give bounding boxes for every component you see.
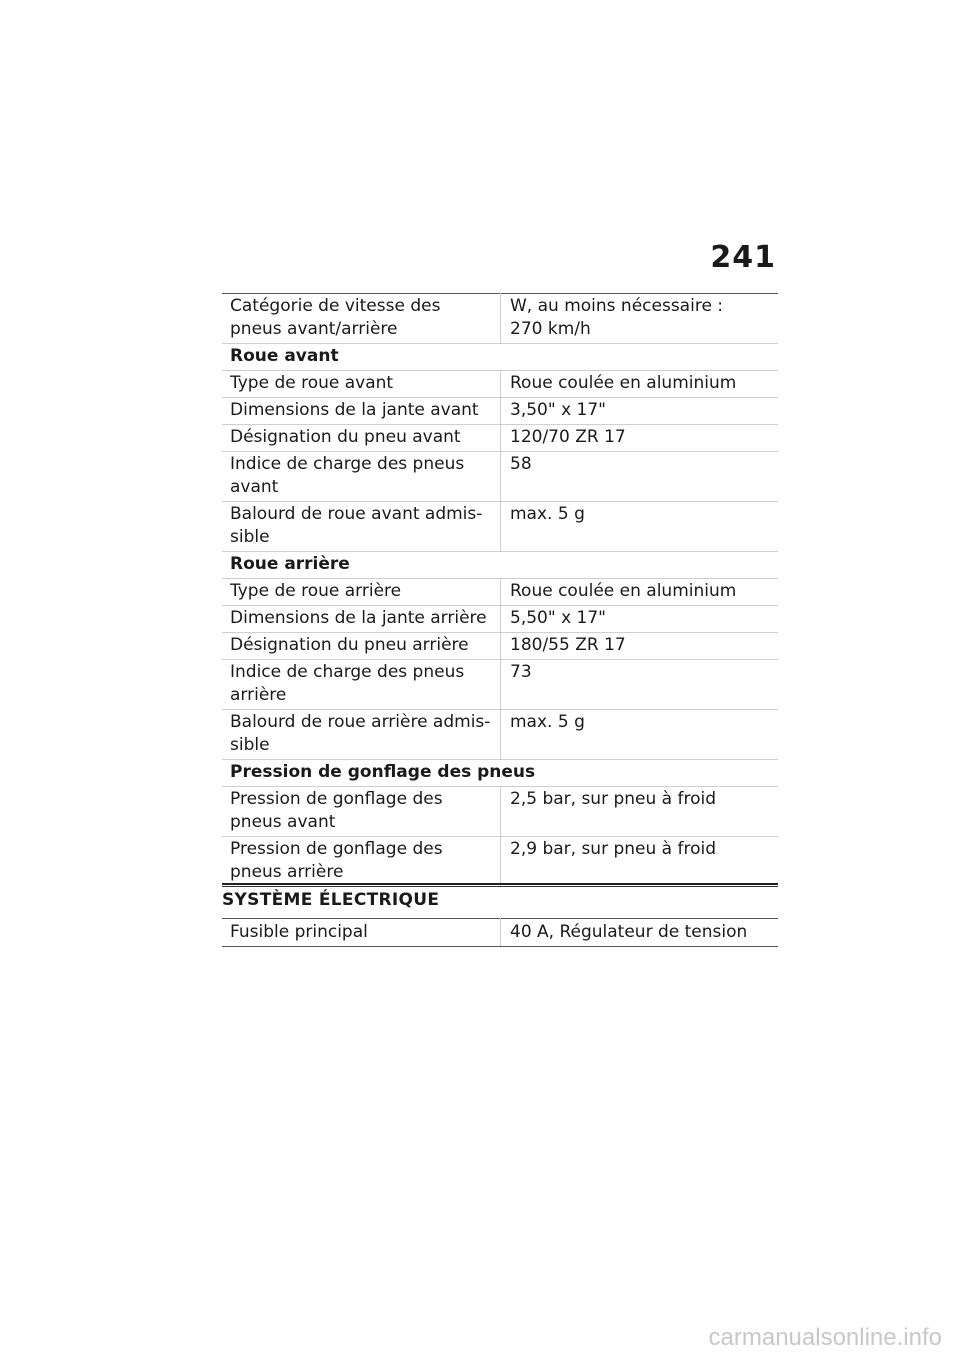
spec-value: Roue coulée en aluminium: [501, 371, 779, 398]
electrical-table: [222, 918, 778, 947]
watermark: carmanualsonline.info: [708, 1324, 942, 1351]
spec-value: 58: [501, 452, 779, 502]
spec-label: Type de roue avant: [222, 371, 501, 398]
spec-value: 2,9 bar, sur pneu à froid: [501, 837, 779, 887]
table-row: [222, 398, 778, 425]
spec-label: Indice de charge des pneus arrière: [222, 660, 501, 710]
table-row: [222, 660, 778, 710]
spec-label: Dimensions de la jante arrière: [222, 606, 501, 633]
section-label: Roue avant: [222, 344, 778, 371]
section-heading-electrical: SYSTÈME ÉLECTRIQUE: [222, 883, 778, 910]
table-row: [222, 452, 778, 502]
spec-value: 40 A, Régulateur de tension: [501, 919, 779, 947]
spec-label: Fusible principal: [222, 919, 501, 947]
spec-label: Pression de gonflage des pneus arrière: [222, 837, 501, 887]
table-row: [222, 502, 778, 552]
table-row: [222, 710, 778, 760]
table-section-header: [222, 344, 778, 371]
table-row: [222, 919, 778, 947]
spec-value: max. 5 g: [501, 502, 779, 552]
spec-value: 5,50" x 17": [501, 606, 779, 633]
spec-value: 180/55 ZR 17: [501, 633, 779, 660]
spec-label: Indice de charge des pneus avant: [222, 452, 501, 502]
spec-value: 73: [501, 660, 779, 710]
table-row: [222, 371, 778, 398]
table-row: [222, 633, 778, 660]
spec-value: Roue coulée en aluminium: [501, 579, 779, 606]
spec-label: Balourd de roue arrière admis- sible: [222, 710, 501, 760]
table-row: [222, 787, 778, 837]
table-row: [222, 837, 778, 887]
table-row: [222, 425, 778, 452]
spec-label: Dimensions de la jante avant: [222, 398, 501, 425]
spec-label: Désignation du pneu arrière: [222, 633, 501, 660]
spec-label: Pression de gonflage des pneus avant: [222, 787, 501, 837]
section-label: Roue arrière: [222, 552, 778, 579]
table-row: [222, 606, 778, 633]
spec-value: W, au moins nécessaire : 270 km/h: [501, 294, 779, 344]
spec-label: Balourd de roue avant admis- sible: [222, 502, 501, 552]
table-section-header: [222, 760, 778, 787]
table-row: [222, 294, 778, 344]
spec-value: max. 5 g: [501, 710, 779, 760]
spec-value: 3,50" x 17": [501, 398, 779, 425]
spec-label: Type de roue arrière: [222, 579, 501, 606]
spec-table: [222, 293, 778, 887]
table-row: [222, 579, 778, 606]
spec-value: 2,5 bar, sur pneu à froid: [501, 787, 779, 837]
spec-value: 120/70 ZR 17: [501, 425, 779, 452]
section-label: Pression de gonflage des pneus: [222, 760, 778, 787]
table-section-header: [222, 552, 778, 579]
page-number: 241: [710, 240, 776, 275]
spec-label: Désignation du pneu avant: [222, 425, 501, 452]
spec-label: Catégorie de vitesse des pneus avant/arrière: [222, 294, 501, 344]
